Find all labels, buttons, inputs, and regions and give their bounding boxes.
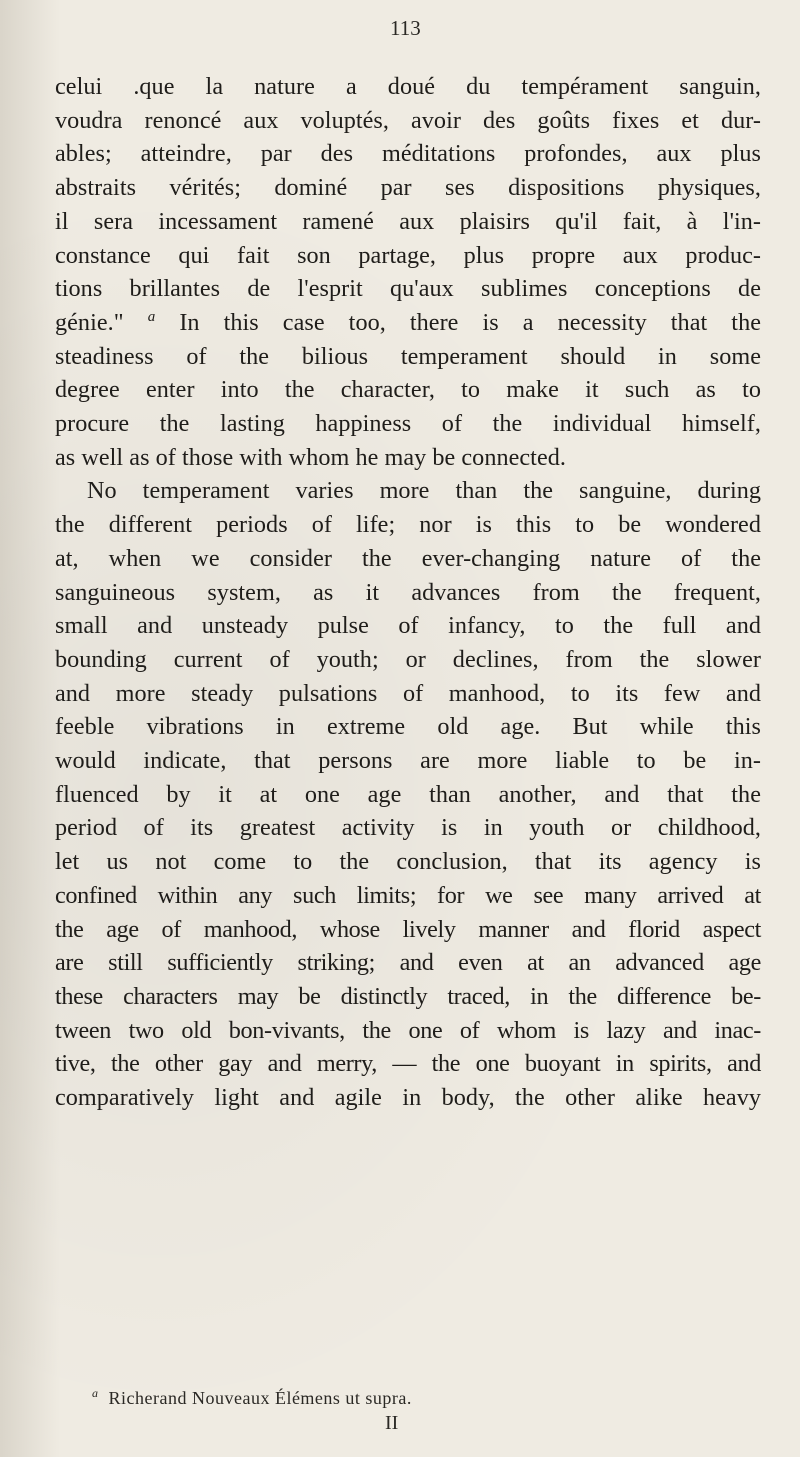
- text-line: abstraits vérités; dominé par ses dispositions physiques,: [55, 174, 761, 202]
- text-line: constance qui fait son partage, plus propre aux produc-: [55, 241, 761, 269]
- page-number: 113: [390, 16, 421, 40]
- text-fragment: génie.": [55, 308, 148, 336]
- text-line: celui .que la nature a doué du tempérament sanguin,: [55, 73, 761, 100]
- text-line: as well as of those with whom he may be connected.: [55, 443, 566, 471]
- text-line: confined within any such limits; for we see many arrived at: [55, 881, 761, 909]
- text-line: the age of manhood, whose lively manner and florid aspect: [55, 915, 761, 943]
- text-line: [55, 306, 761, 340]
- text-line: small and unsteady pulse of infancy, to the full and: [55, 612, 761, 640]
- body-text: [55, 70, 761, 1115]
- text-line: these characters may be distinctly traced, in the difference be-: [55, 982, 761, 1010]
- text-line: are still sufficiently striking; and even at an advanced age: [55, 949, 761, 977]
- footnote-reference: a: [147, 308, 156, 325]
- text-line: steadiness of the bilious temperament should in some: [55, 342, 761, 370]
- text-line: and more steady pulsations of manhood, to its few and: [55, 679, 761, 707]
- text-line: period of its greatest activity is in youth or childhood,: [55, 814, 761, 842]
- text-line: bounding current of youth; or declines, from the slower: [55, 645, 761, 673]
- text-line: sanguineous system, as it advances from the frequent,: [55, 578, 761, 606]
- text-line: at, when we consider the ever-changing nature of the: [55, 544, 761, 572]
- footnote: [92, 1386, 412, 1409]
- text-line: the different periods of life; nor is this to be wondered: [55, 511, 761, 539]
- text-fragment: In this case too, there is a necessity that the: [155, 308, 761, 336]
- text-line: fluenced by it at one age than another, and that the: [55, 780, 761, 808]
- text-line: voudra renoncé aux voluptés, avoir des goûts fixes et dur-: [55, 106, 761, 134]
- text-line: tions brillantes de l'esprit qu'aux sublimes conceptions de: [55, 275, 761, 303]
- text-line: tive, the other gay and merry, — the one buoyant in spirits, and: [55, 1050, 761, 1078]
- text-line: comparatively light and agile in body, the other alike heavy: [55, 1084, 761, 1112]
- text-line: would indicate, that persons are more liable to be in-: [55, 747, 761, 775]
- text-line: ables; atteindre, par des méditations profondes, aux plus: [55, 140, 761, 168]
- footnote-text: Richerand Nouveaux Élémens ut supra.: [108, 1388, 412, 1408]
- text-line: il sera incessament ramené aux plaisirs qu'il fait, à l'in-: [55, 207, 761, 235]
- footnote-marker: a: [92, 1386, 99, 1400]
- text-line: let us not come to the conclusion, that its agency is: [55, 848, 761, 876]
- text-line: No temperament varies more than the sanguine, during: [87, 477, 761, 505]
- text-line: tween two old bon-vivants, the one of whom is lazy and inac-: [55, 1016, 761, 1044]
- text-line: feeble vibrations in extreme old age. But while this: [55, 713, 761, 741]
- text-line: degree enter into the character, to make it such as to: [55, 376, 761, 404]
- signature-mark: II: [385, 1412, 399, 1434]
- text-line: procure the lasting happiness of the individual himself,: [55, 410, 761, 438]
